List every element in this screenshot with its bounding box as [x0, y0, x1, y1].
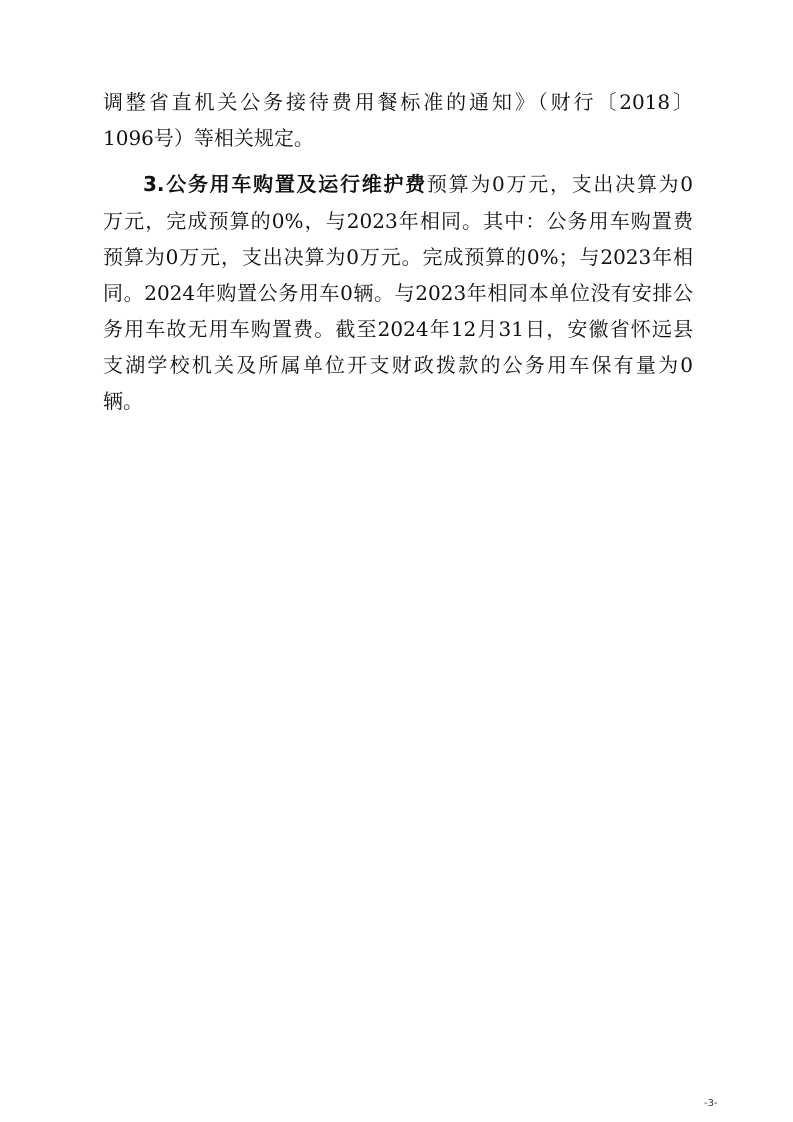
- section3-line-6: 支湖学校机关及所属单位开支财政拨款的公务用车保有量为0: [103, 353, 693, 377]
- page-number: -3-: [704, 1098, 718, 1109]
- section3-line-1: [143, 170, 693, 198]
- section3-line-4: 同。2024年购置公务用车0辆。与2023年相同本单位没有安排公: [103, 281, 693, 305]
- section3-line-2: 万元，完成预算的0%，与2023年相同。其中：公务用车购置费: [103, 209, 693, 233]
- section3-heading: 3.公务用车购置及运行维护费: [143, 172, 427, 196]
- section3-line-7: 辆。: [103, 389, 143, 413]
- paragraph-continued-line-1: 调整省直机关公务接待费用餐标准的通知》（财行〔2018〕: [103, 90, 693, 114]
- section3-line-3: 预算为0万元，支出决算为0万元。完成预算的0%；与2023年相: [103, 245, 693, 269]
- paragraph-continued-line-2: 1096号）等相关规定。: [103, 126, 314, 150]
- section3-line-5: 务用车故无用车购置费。截至2024年12月31日，安徽省怀远县: [103, 317, 693, 341]
- section3-line-1-rest: 预算为0万元，支出决算为0: [426, 172, 693, 196]
